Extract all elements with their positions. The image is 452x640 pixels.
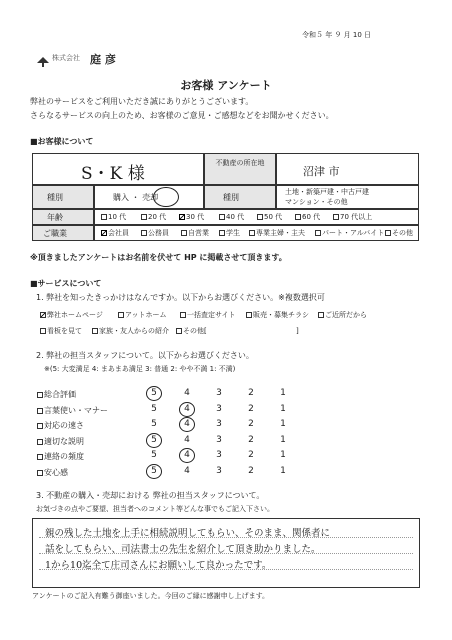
rating-scale-legend: ※(5: 大変満足 4: まあまあ満足 3: 普通 2: やや不満 1: 不満) (44, 365, 236, 373)
service-section-heading: ■サービスについて (30, 279, 102, 288)
rating-value[interactable]: 4 (184, 465, 190, 476)
rating-value[interactable]: 4 (184, 388, 190, 398)
location-label-cell (204, 153, 276, 185)
age-options-cell (94, 209, 419, 225)
intro-line-1: 弊社のサービスをご利用いただき誠にありがとうございます。 (30, 97, 254, 106)
rating-value[interactable]: 5 (151, 388, 157, 398)
age-option[interactable]: 20 代 (141, 213, 166, 222)
rating-label: 安心感 (37, 467, 68, 478)
location-label: 不動産の所在地 (215, 159, 265, 167)
location-value-cell (276, 153, 419, 185)
rating-value[interactable]: 3 (216, 419, 222, 429)
other-bracket-close: ] (296, 327, 299, 335)
comment-line-2: 話をしてもらい、司法書士の先生を紹介して頂き助かりました。 (45, 544, 321, 555)
source-option[interactable]: 一括査定サイト (180, 311, 236, 320)
question-3: 3. 不動産の購入・売却における 弊社の担当スタッフについて。 (36, 491, 265, 500)
source-option[interactable]: ご近所だから (318, 311, 367, 320)
rating-value[interactable]: 1 (280, 450, 286, 460)
intro-line-2: さらなるサービスの向上のため、お客様のご意見・ご感想などをお聞かせください。 (30, 111, 334, 120)
job-label-cell (32, 225, 94, 241)
rating-label: 適切な説明 (37, 436, 84, 447)
rating-selected-mark (179, 448, 195, 463)
property-type-cell (276, 185, 419, 209)
source-option-other[interactable]: その他[ (176, 327, 207, 336)
trade-label: 種別 (47, 193, 63, 202)
rating-value[interactable]: 5 (151, 403, 157, 414)
customer-name: S・K 様 (81, 164, 145, 184)
rating-value[interactable]: 3 (216, 434, 222, 445)
comment-box[interactable] (32, 518, 420, 588)
age-option[interactable]: 10 代 (101, 213, 126, 222)
rating-label: 対応の速さ (37, 420, 84, 431)
rating-selected-mark (146, 386, 162, 401)
rating-selected-mark (179, 417, 195, 432)
publication-notice: ※頂きましたアンケートはお名前を伏せて HP に掲載させて頂きます。 (30, 253, 287, 262)
rating-selected-mark (146, 464, 162, 479)
rating-selected-mark (146, 433, 162, 448)
age-option[interactable]: 60 代 (295, 213, 320, 222)
rating-value[interactable]: 5 (151, 465, 157, 476)
rating-selected-mark (179, 402, 195, 417)
rating-label: 総合評価 (37, 389, 76, 400)
rating-value[interactable]: 1 (280, 388, 286, 398)
rating-label: 連絡の頻度 (37, 451, 84, 462)
age-label-cell (32, 209, 94, 225)
comment-line-3: 1から10迄全て庄司さんにお願いして良かったです。 (45, 560, 272, 571)
rating-value[interactable]: 4 (184, 403, 190, 414)
job-option[interactable]: 自営業 (181, 229, 209, 238)
footer-thanks: アンケートのご記入有難う御座いました。今回のご縁に感謝申し上げます。 (32, 592, 270, 600)
customer-section-heading: ■お客様について (30, 137, 94, 146)
job-options-cell (94, 225, 419, 241)
age-option[interactable]: 40 代 (219, 213, 244, 222)
job-option[interactable]: パート・アルバイト (315, 229, 384, 238)
property-type-line-2: マンション・その他 (285, 198, 348, 206)
job-option[interactable]: 公務員 (141, 229, 169, 238)
rating-value[interactable]: 1 (280, 419, 286, 429)
rating-value[interactable]: 4 (184, 419, 190, 429)
trade-options: 購入 ・ 売却 (113, 193, 159, 202)
trade-selection-mark (153, 187, 179, 207)
source-option[interactable]: 家族・友人からの紹介 (92, 327, 169, 336)
name-cell (32, 153, 204, 185)
question-3-subtext: お気づきの点やご要望、担当者へのコメント等どんな事でもご記入下さい。 (36, 505, 274, 513)
rating-value[interactable]: 1 (280, 434, 286, 445)
company-name: 庭 彦 (90, 53, 116, 66)
logo-mark-icon (37, 57, 49, 67)
comment-line-1: 親の残した土地を上手に相続説明してもらい、そのまま、関係者に (45, 528, 331, 539)
rating-value[interactable]: 5 (151, 434, 157, 445)
location-value: 沼津 市 (303, 165, 340, 178)
age-label: 年齢 (47, 213, 63, 222)
rating-value[interactable]: 3 (216, 450, 222, 460)
rating-value[interactable]: 5 (151, 450, 157, 460)
source-option[interactable]: 販売・募集チラシ (246, 311, 309, 320)
age-option[interactable]: 50 代 (257, 213, 282, 222)
age-option[interactable]: 70 代以上 (333, 213, 372, 222)
job-option[interactable]: その他 (385, 229, 413, 238)
job-option[interactable]: 会社員 (101, 229, 129, 238)
rating-value[interactable]: 2 (248, 388, 254, 398)
source-option[interactable]: 看板を見て (40, 327, 82, 336)
question-1: 1. 弊社を知ったきっかけはなんですか。以下からお選びください。※複数選択可 (36, 293, 325, 302)
rating-value[interactable]: 1 (280, 465, 286, 476)
rating-value[interactable]: 2 (248, 450, 254, 460)
job-option[interactable]: 専業主婦・主夫 (249, 229, 305, 238)
rating-value[interactable]: 3 (216, 388, 222, 398)
rating-value[interactable]: 2 (248, 465, 254, 476)
survey-date: 令和５ 年 ９ 月 10 日 (302, 31, 372, 39)
trade-value-cell (94, 185, 204, 209)
rating-value[interactable]: 3 (216, 403, 222, 414)
job-label: ご職業 (43, 229, 67, 238)
rating-value[interactable]: 2 (248, 434, 254, 445)
job-option[interactable]: 学生 (219, 229, 240, 238)
company-logo (37, 52, 49, 71)
rating-label: 言葉使い・マナー (37, 405, 108, 416)
rating-value[interactable]: 1 (280, 403, 286, 414)
age-option[interactable]: 30 代 (179, 213, 204, 222)
property-type-line-1: 土地・新築戸建・中古戸建 (285, 188, 369, 196)
rating-value[interactable]: 4 (184, 434, 190, 445)
property-type-label: 種別 (223, 193, 239, 202)
rating-value[interactable]: 5 (151, 419, 157, 429)
page-title: お客様 アンケート (180, 79, 272, 92)
source-option[interactable]: アットホーム (118, 311, 167, 320)
rating-value[interactable]: 4 (184, 450, 190, 460)
question-2: 2. 弊社の担当スタッフについて。以下からお選びください。 (36, 351, 254, 360)
company-type: 株式会社 (52, 54, 80, 62)
rating-value[interactable]: 3 (216, 465, 222, 476)
property-type-label-cell (204, 185, 276, 209)
trade-label-cell (32, 185, 94, 209)
rating-value[interactable]: 2 (248, 419, 254, 429)
rating-value[interactable]: 2 (248, 403, 254, 414)
source-option[interactable]: 弊社ホームページ (40, 311, 103, 320)
